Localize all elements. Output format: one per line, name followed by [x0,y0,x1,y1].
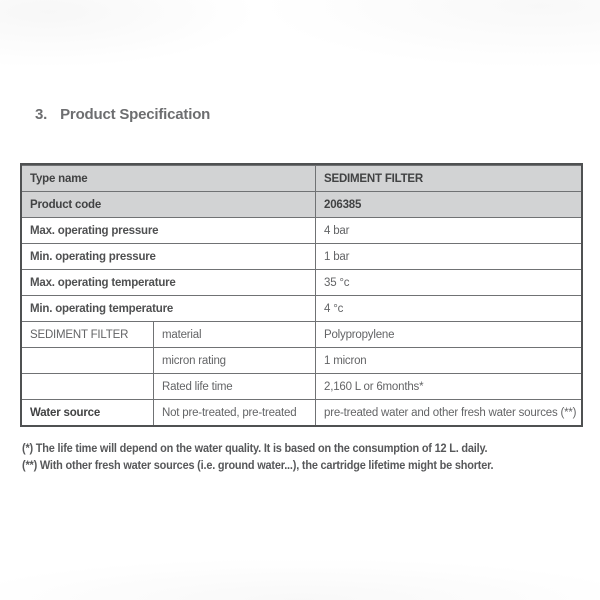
spec-row-value: 2,160 L or 6months* [315,373,581,399]
spec-row-label: Product code [22,191,315,217]
section-heading [35,106,210,123]
spec-row-label: Min. operating temperature [22,295,315,321]
spec-row-value: 206385 [315,191,581,217]
spec-row-label: micron rating [153,347,315,373]
spec-row-label: material [153,321,315,347]
footnotes [22,441,493,475]
spec-row-value: 4 °c [315,295,581,321]
spec-row-label: Max. operating pressure [22,217,315,243]
spec-row-value: Polypropylene [315,321,581,347]
section-number: 3. [35,106,48,123]
spec-row-label: Type name [22,165,315,191]
spec-row-group: Water source [22,399,153,425]
spec-row-value: 1 bar [315,243,581,269]
spec-row-group: SEDIMENT FILTER [22,321,153,347]
section-title: Product Specification [60,106,211,123]
spec-row-label: Rated life time [153,373,315,399]
spec-row-value: SEDIMENT FILTER [315,165,581,191]
spec-row-group [22,373,153,399]
product-specification-table [20,163,583,427]
spec-row-label: Max. operating temperature [22,269,315,295]
footnote-line: (*) The life time will depend on the water quality. It is based on the consumption of 12 L. daily. [22,443,488,455]
spec-row-value: pre-treated water and other fresh water sources (**) [315,399,581,425]
spec-row-value: 1 micron [315,347,581,373]
footnote-line: (**) With other fresh water sources (i.e. ground water...), the cartridge lifetime might be shorter. [22,460,494,472]
spec-row-label: Min. operating pressure [22,243,315,269]
spec-row-group [22,347,153,373]
spec-row-value: 4 bar [315,217,581,243]
spec-row-value: 35 °c [315,269,581,295]
spec-row-label: Not pre-treated, pre-treated [153,399,315,425]
